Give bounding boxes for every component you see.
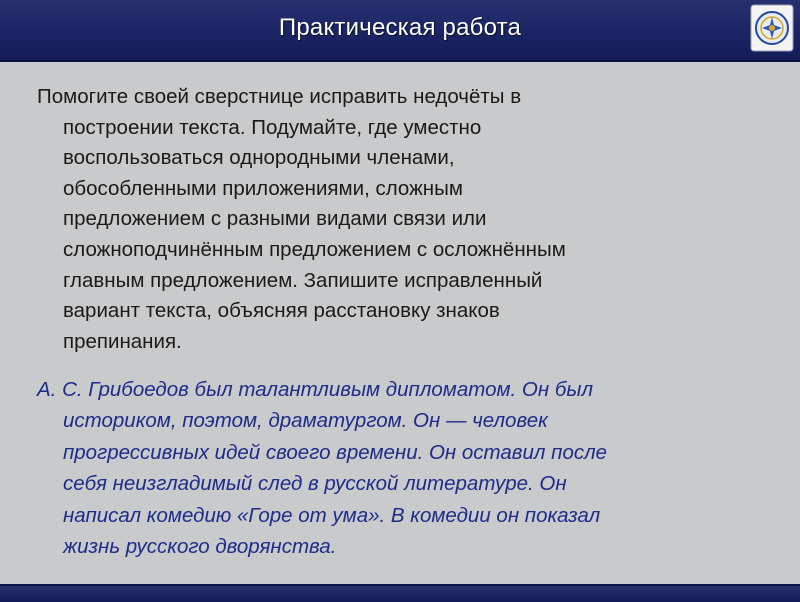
task-line: Помогите своей сверстнице исправить недочёты в [37,85,522,108]
task-line: воспользоваться однородными членами, [63,146,455,170]
task-line: сложноподчинённым предложением с осложнённым [63,237,566,261]
example-line: историком, поэтом, драматургом. Он — человек [63,409,548,433]
task-line: главным предложением. Запишите исправленный [63,268,543,292]
task-line: построении текста. Подумайте, где уместно [63,115,482,139]
example-line: себя неизгладимый след в русской литературе. Он [63,472,567,496]
task-line: обособленными приложениями, сложным [63,176,463,200]
slide-content [0,62,800,566]
example-line: А. С. Грибоедов был талантливым дипломатом. Он был [37,378,594,401]
task-paragraph [37,82,777,357]
example-line: жизнь русского дворянства. [63,535,337,559]
example-line: прогрессивных идей своего времени. Он оставил после [63,440,608,464]
example-paragraph [37,374,777,562]
emblem-icon [750,4,794,52]
slide-title: Практическая работа [278,14,522,41]
task-line: препинания. [63,329,182,353]
example-line: написал комедию «Горе от ума». В комедии он показал [63,503,601,527]
task-line: вариант текста, объясняя расстановку знаков [63,299,500,323]
header-bar [0,0,800,62]
task-line: предложением с разными видами связи или [63,207,487,231]
footer-bar [0,584,800,602]
